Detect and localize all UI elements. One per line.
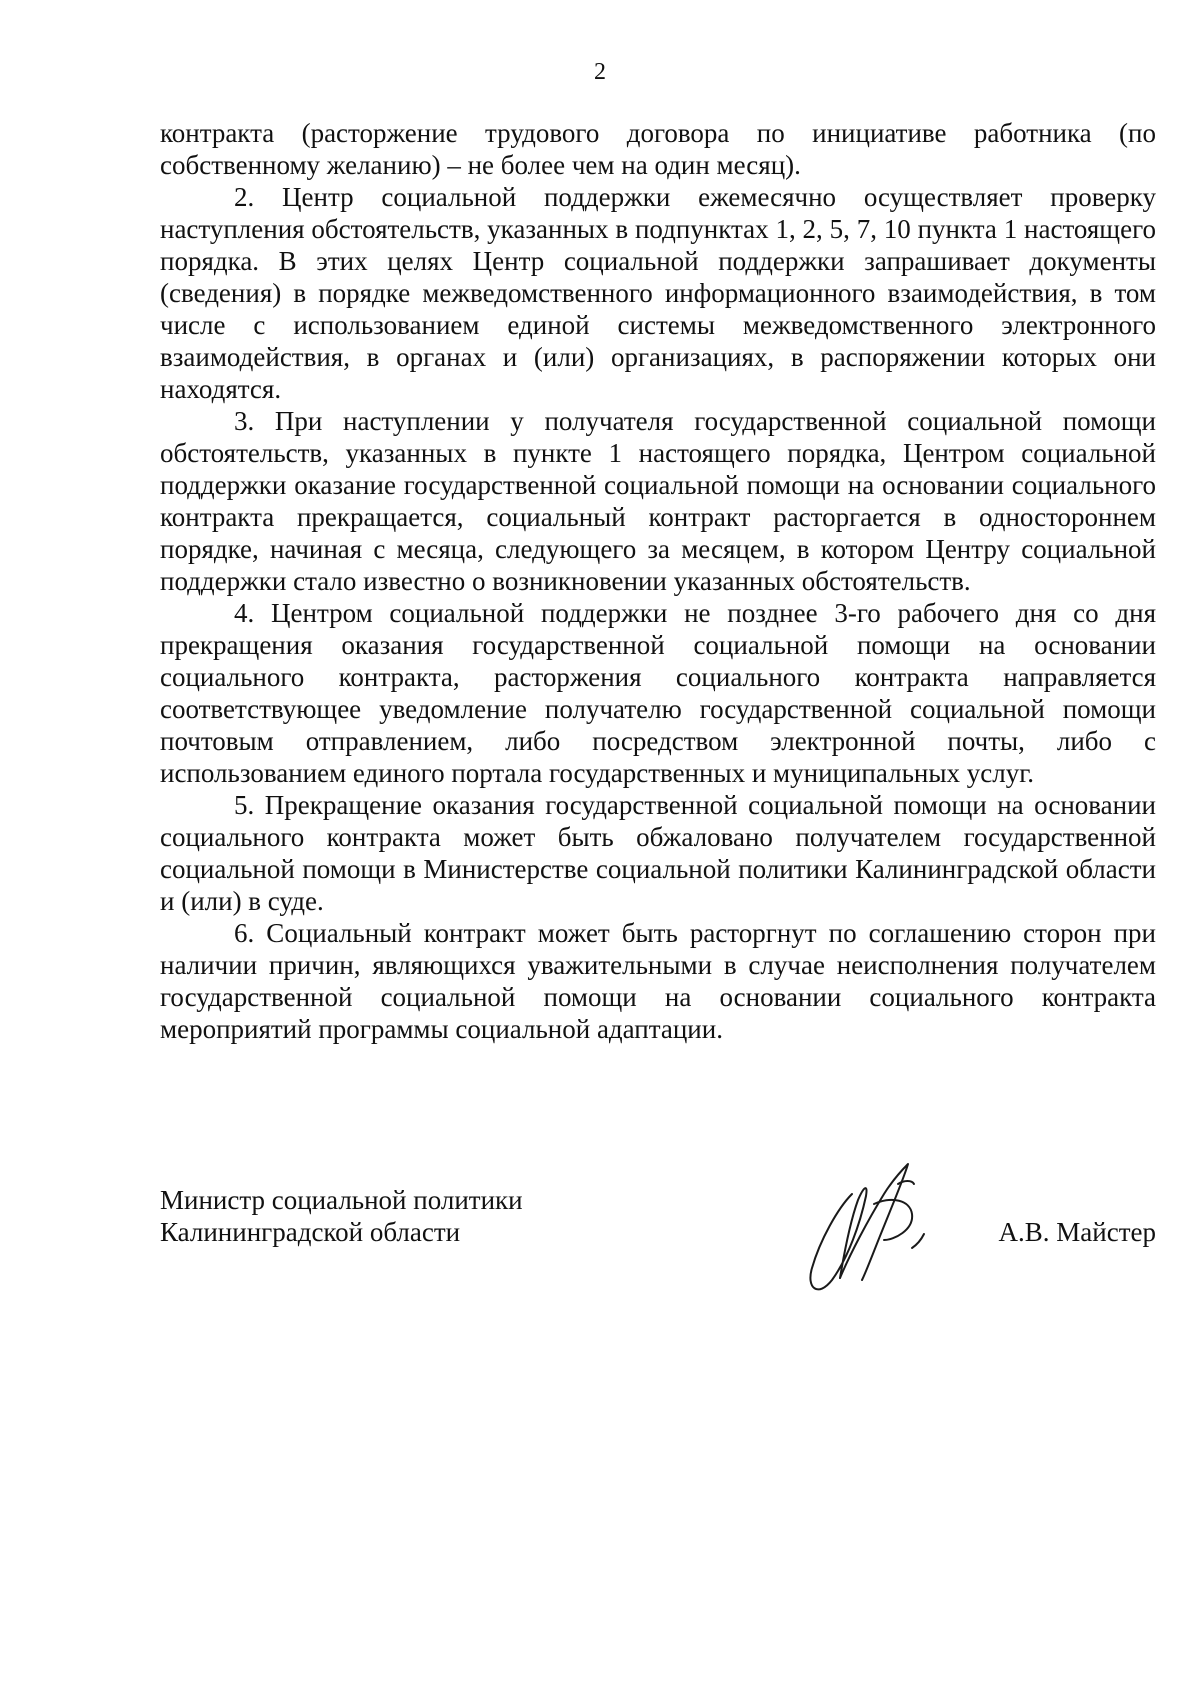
paragraph-item-5: 5. Прекращение оказания государственной социальной помощи на основании социального контракта может быть обжаловано получателем государственной социальной помощи в Министерстве социальной политики Калининградской области и (или) в суде.	[160, 790, 1156, 916]
document-body	[160, 117, 1156, 1045]
paragraph-item-3: 3. При наступлении у получателя государственной социальной помощи обстоятельств, указанных в пункте 1 настоящего порядка, Центром социальной поддержки оказание государственной социальной помощи на основании социального контракта прекращается, социальный контракт расторгается в одностороннем порядке, начиная с месяца, следующего за месяцем, в котором Центру социальной поддержки стало известно о возникновении указанных обстоятельств.	[160, 406, 1156, 596]
paragraph-item-2: 2. Центр социальной поддержки ежемесячно осуществляет проверку наступления обстоятельств, указанных в подпунктах 1, 2, 5, 7, 10 пункта 1 настоящего порядка. В этих целях Центр социальной поддержки запрашивает документы (сведения) в порядке межведомственного информационного взаимодействия, в том числе с использованием единой системы межведомственного электронного взаимодействия, в органах и (или) организациях, в распоряжении которых они находятся.	[160, 182, 1156, 404]
paragraph-continuation: контракта (расторжение трудового договора по инициативе работника (по собственному желанию) – не более чем на один месяц).	[160, 118, 1156, 180]
paragraph-item-4: 4. Центром социальной поддержки не позднее 3-го рабочего дня со дня прекращения оказания государственной социальной помощи на основании социального контракта, расторжения социального контракта направляется соответствующее уведомление получателю государственной социальной помощи почтовым отправлением, либо посредством электронной почты, либо с использованием единого портала государственных и муниципальных услуг.	[160, 598, 1156, 788]
signatory-position	[160, 1184, 523, 1248]
handwritten-signature	[794, 1150, 944, 1300]
paragraph-item-6: 6. Социальный контракт может быть расторгнут по соглашению сторон при наличии причин, являющихся уважительными в случае неисполнения получателем государственной социальной помощи на основании социального контракта мероприятий программы социальной адаптации.	[160, 918, 1156, 1044]
signatory-name: А.В. Майстер	[998, 1217, 1156, 1247]
signatory-position-line-1: Министр социальной политики	[160, 1185, 523, 1215]
signature-block	[160, 1184, 1156, 1304]
page-number: 2	[594, 59, 606, 85]
signatory-position-line-2: Калининградской области	[160, 1217, 461, 1247]
